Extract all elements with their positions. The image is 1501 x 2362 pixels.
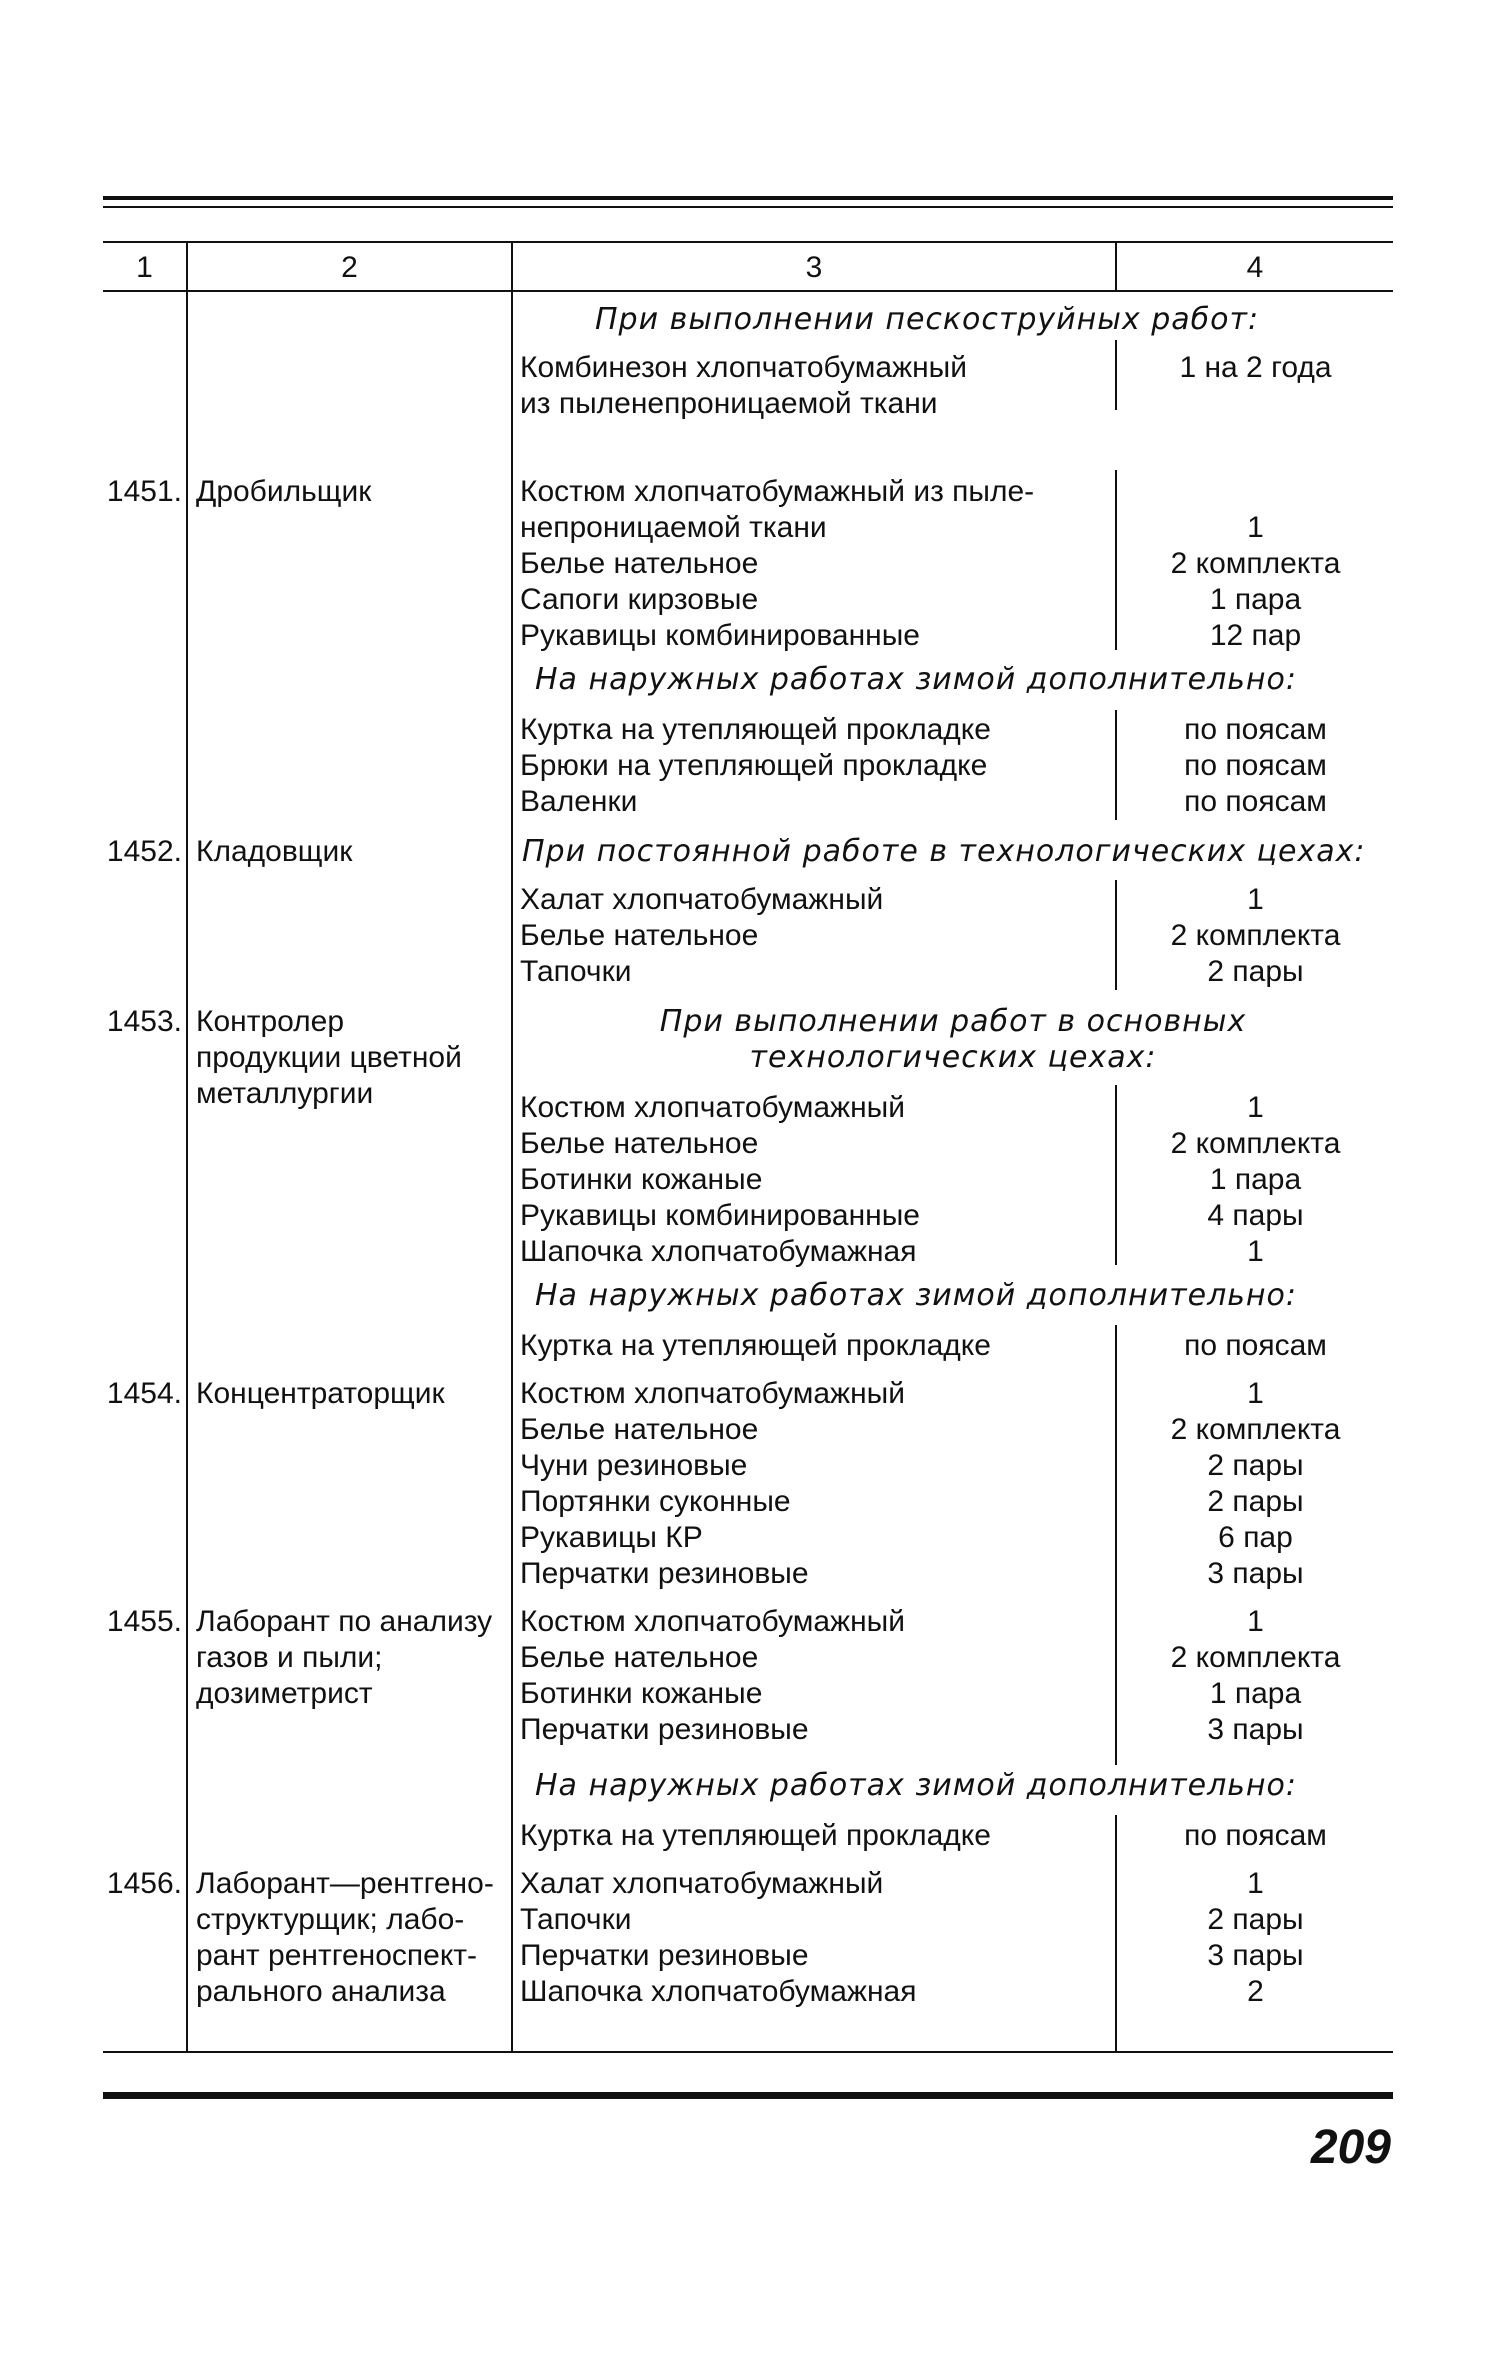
subhead-main-workshops: При выполнении работ в основных [659, 1004, 1247, 1039]
job-title: рант рентгеноспект- [196, 1939, 478, 1972]
list-item-qty: 2 комплекта [1170, 1641, 1341, 1674]
col-divider-1 [186, 241, 188, 2053]
entry-number: 1453. [106, 1005, 182, 1038]
list-item: Портянки суконные [520, 1485, 791, 1518]
list-item-qty: 2 комплекта [1170, 1413, 1341, 1446]
entry-number: 1456. [106, 1867, 182, 1900]
list-item: Рукавицы комбинированные [520, 1199, 920, 1232]
list-item: Халат хлопчатобумажный [520, 883, 884, 916]
col-divider-3-seg [1115, 1815, 1117, 2053]
header-col-1: 1 [136, 251, 153, 284]
list-item: Белье нательное [520, 1413, 759, 1446]
list-item: Куртка на утепляющей прокладке [520, 713, 991, 746]
list-item: Перчатки резиновые [520, 1713, 809, 1746]
col-divider-3-seg [1115, 340, 1117, 410]
list-item-qty: 2 [1247, 1975, 1264, 2008]
list-item-qty: 1 [1247, 883, 1264, 916]
list-item-qty: 1 [1247, 1235, 1264, 1268]
page-number: 209 [1310, 2121, 1391, 2174]
list-item-qty: 1 пара [1209, 1163, 1302, 1196]
list-item: Комбинезон хлопчатобумажный [520, 351, 967, 384]
job-title: Концентраторщик [196, 1377, 445, 1410]
list-item-qty: 3 пары [1207, 1713, 1304, 1746]
col-divider-3-seg [1115, 1325, 1117, 1765]
list-item: Шапочка хлопчатобумажная [520, 1975, 917, 2008]
job-title: газов и пыли; [196, 1641, 383, 1674]
list-item: непроницаемой ткани [520, 511, 827, 544]
job-title: Лаборант—рентгено- [196, 1867, 494, 1900]
list-item: Чуни резиновые [520, 1449, 748, 1482]
list-item: Рукавицы КР [520, 1521, 703, 1554]
list-item-qty: по поясам [1184, 749, 1327, 782]
list-item-qty: 2 комплекта [1170, 919, 1341, 952]
job-title: рального анализа [196, 1975, 446, 2008]
list-item-qty: по поясам [1184, 713, 1327, 746]
col-divider-3-seg [1115, 710, 1117, 820]
job-title: Кладовщик [196, 835, 353, 868]
list-item: Рукавицы комбинированные [520, 619, 920, 652]
list-item: Белье нательное [520, 547, 759, 580]
header-bottom-rule [103, 290, 1393, 292]
list-item: Белье нательное [520, 1127, 759, 1160]
top-rule-thin [103, 206, 1393, 208]
job-title: продукции цветной [196, 1041, 462, 1074]
list-item: Куртка на утепляющей прокладке [520, 1819, 991, 1852]
list-item: Ботинки кожаные [520, 1677, 763, 1710]
list-item: Куртка на утепляющей прокладке [520, 1329, 991, 1362]
footer-rule [103, 2092, 1393, 2099]
list-item-qty: 12 пар [1209, 619, 1302, 652]
list-item-qty: 1 пара [1209, 583, 1302, 616]
job-title: Дробильщик [196, 475, 372, 508]
header-col-2: 2 [341, 251, 358, 284]
list-item: Костюм хлопчатобумажный из пыле- [520, 475, 1035, 508]
entry-number: 1454. [106, 1377, 182, 1410]
job-title: Контролер [196, 1005, 345, 1038]
col-divider-3-seg [1115, 470, 1117, 650]
job-title: структурщик; лабо- [196, 1903, 465, 1936]
list-item: Белье нательное [520, 1641, 759, 1674]
list-item-qty: 1 на 2 года [1179, 351, 1332, 384]
entry-number: 1451. [106, 475, 182, 508]
entry-number: 1455. [106, 1605, 182, 1638]
subhead-winter: На наружных работах зимой дополнительно: [535, 1278, 1298, 1313]
list-item: Халат хлопчатобумажный [520, 1867, 884, 1900]
list-item: Сапоги кирзовые [520, 583, 759, 616]
list-item-qty: 4 пары [1207, 1199, 1304, 1232]
subhead-winter: На наружных работах зимой дополнительно: [535, 662, 1298, 697]
header-col-4: 4 [1246, 251, 1264, 284]
list-item-qty: 2 пары [1207, 955, 1304, 988]
subhead-workshops: При постоянной работе в технологических цехах: [522, 834, 1366, 869]
list-item-qty: 1 пара [1209, 1677, 1302, 1710]
top-rule-thick [103, 196, 1393, 200]
list-item: из пыленепроницаемой ткани [520, 387, 938, 420]
subhead-sandblasting: При выполнении пескоструйных работ: [595, 302, 1260, 337]
list-item-qty: 1 [1247, 1377, 1264, 1410]
entry-number: 1452. [106, 835, 182, 868]
list-item-qty: 3 пары [1207, 1557, 1304, 1590]
list-item-qty: 2 комплекта [1170, 547, 1341, 580]
list-item-qty: по поясам [1184, 1819, 1327, 1852]
list-item-qty: 1 [1247, 1091, 1264, 1124]
list-item: Белье нательное [520, 919, 759, 952]
list-item-qty: 1 [1247, 511, 1264, 544]
header-col-3: 3 [805, 251, 823, 284]
subhead-winter: На наружных работах зимой дополнительно: [535, 1768, 1298, 1803]
col-divider-2 [511, 241, 513, 2053]
list-item: Тапочки [520, 1903, 632, 1936]
list-item: Тапочки [520, 955, 632, 988]
list-item: Костюм хлопчатобумажный [520, 1605, 905, 1638]
list-item-qty: 3 пары [1207, 1939, 1304, 1972]
job-title: Лаборант по анализу [196, 1605, 493, 1638]
list-item-qty: 1 [1247, 1605, 1264, 1638]
list-item-qty: 2 комплекта [1170, 1127, 1341, 1160]
job-title: металлургии [196, 1077, 374, 1110]
list-item-qty: по поясам [1184, 785, 1327, 818]
job-title: дозиметрист [196, 1677, 373, 1710]
list-item-qty: 2 пары [1207, 1485, 1304, 1518]
list-item-qty: по поясам [1184, 1329, 1327, 1362]
list-item-qty: 1 [1247, 1867, 1264, 1900]
col-divider-3-seg [1115, 880, 1117, 990]
list-item: Костюм хлопчатобумажный [520, 1377, 905, 1410]
list-item: Ботинки кожаные [520, 1163, 763, 1196]
list-item-qty: 2 пары [1207, 1449, 1304, 1482]
table-bottom-rule [103, 2051, 1393, 2053]
subhead-main-workshops-2: технологических цехах: [749, 1040, 1157, 1075]
list-item: Перчатки резиновые [520, 1557, 809, 1590]
header-top-rule [103, 241, 1393, 243]
list-item: Брюки на утепляющей прокладке [520, 749, 988, 782]
list-item: Перчатки резиновые [520, 1939, 809, 1972]
list-item: Костюм хлопчатобумажный [520, 1091, 905, 1124]
list-item-qty: 2 пары [1207, 1903, 1304, 1936]
list-item: Валенки [520, 785, 638, 818]
col-divider-3-seg [1115, 1085, 1117, 1265]
list-item: Шапочка хлопчатобумажная [520, 1235, 917, 1268]
list-item-qty: 6 пар [1218, 1521, 1293, 1554]
